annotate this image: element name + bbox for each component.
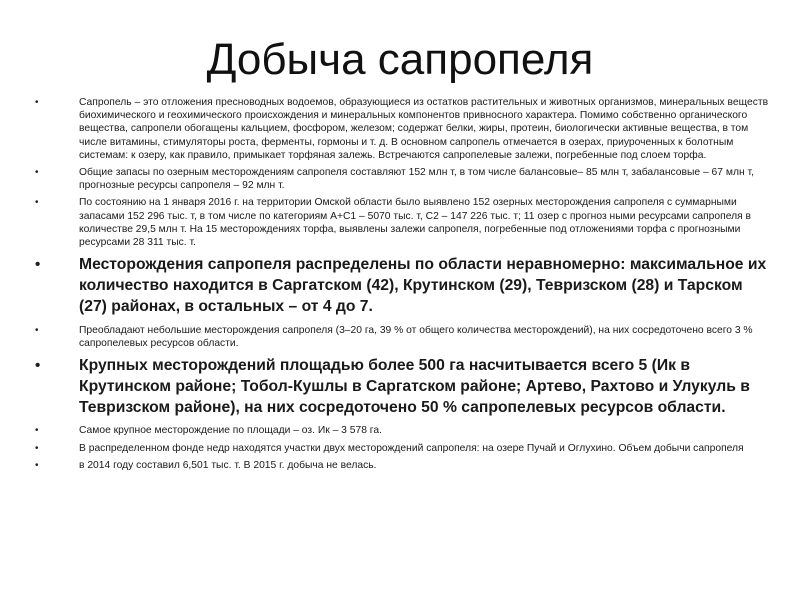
bullet-text: Общие запасы по озерным месторождениям сапропеля составляют 152 млн т, в том числе балансовые– 85 млн т, забалансовые – 67 млн т, прогнозные ресурсы сапропеля – 92 млн т. (79, 167, 754, 192)
bullet-text: Крупных месторождений площадью более 500 га насчитывается всего 5 (Ик в Крутинском районе; Тобол-Кушлы в Саргатском районе; Артево, Рахтово и Улукуль в Тевризском районе), на них сосредоточено 50 % сапропелевых ресурсов области. (79, 357, 750, 416)
slide-title: Добыча сапропеля (206, 35, 594, 84)
bullet-dot-icon: • (35, 442, 39, 454)
bullet-dot-icon: • (35, 357, 41, 375)
bullet-distributed-fund (0, 442, 800, 455)
bullet-dot-icon: • (35, 256, 41, 274)
bullet-large-deposits (0, 356, 800, 418)
bullet-dot-icon: • (35, 97, 39, 108)
bullet-text: Преобладают небольшие месторождения сапропеля (3–20 га, 39 % от общего количества месторождений), на них сосредоточено всего 3 % сапропелевых ресурсов области. (79, 324, 753, 349)
bullet-small-deposits (0, 324, 800, 350)
bullet-definition (0, 96, 800, 162)
bullet-distribution (0, 255, 800, 317)
bullet-production-volume (0, 459, 800, 472)
bullet-dot-icon: • (35, 197, 39, 209)
bullet-text: Самое крупное месторождение по площади – оз. Ик – 3 578 га. (79, 425, 382, 437)
bullet-dot-icon: • (35, 425, 39, 437)
bullet-text: По состоянию на 1 января 2016 г. на территории Омской области было выявлено 152 озерных месторождения сапропеля с суммарными запасами 152 296 тыс. т, в том числе по категориям А+С1 – 5070 тыс. т, С2 – 147 226 тыс. т; 11 озер с прогноз ными ресурсами сапропеля в количестве 29,5 млн т. На 15 месторождениях торфа, выявлены залежи сапропеля, погребенные под отложениями торфа с прогнозными ресурсами 28 311 тыс. т. (79, 197, 752, 249)
bullet-omsk-status (0, 196, 800, 249)
bullet-text: в 2014 году составил 6,501 тыс. т. В 2015 г. добыча не велась. (79, 459, 377, 471)
bullet-dot-icon: • (35, 324, 39, 336)
bullet-text: В распределенном фонде недр находятся участки двух месторождений сапропеля: на озере Пучай и Оглухино. Объем добычи сапропеля (79, 442, 744, 454)
bullet-list (0, 96, 800, 476)
bullet-text: Месторождения сапропеля распределены по области неравномерно: максимальное их количество находится в Саргатском (42), Крутинском (29), Тевризском (28) и Тарском (27) районах, в остальных – от 4 до 7. (79, 256, 767, 315)
bullet-text: Сапропель – это отложения пресноводных водоемов, образующиеся из остатков растительных и животных организмов, минеральных веществ биохимического и геохимического происхождения и минеральных компонентов привносного характера. Помимо собственно органического вещества, сапропели обогащены кальцием, фосфором, железом; содержат белки, жиры, протеин, биологически активные вещества, в том числе витамины, стимуляторы роста, ферменты, гормоны и т. д. В основном сапропель отмечается в озерах, приуроченных к болотным системам: к озеру, как правило, примыкает торфяная залежь. Встречаются сапропелевые залежи, погребенные под слоем торфа. (79, 97, 769, 161)
bullet-dot-icon: • (35, 459, 39, 471)
bullet-dot-icon: • (35, 167, 39, 179)
bullet-largest-deposit (0, 424, 800, 437)
bullet-total-reserves (0, 166, 800, 192)
